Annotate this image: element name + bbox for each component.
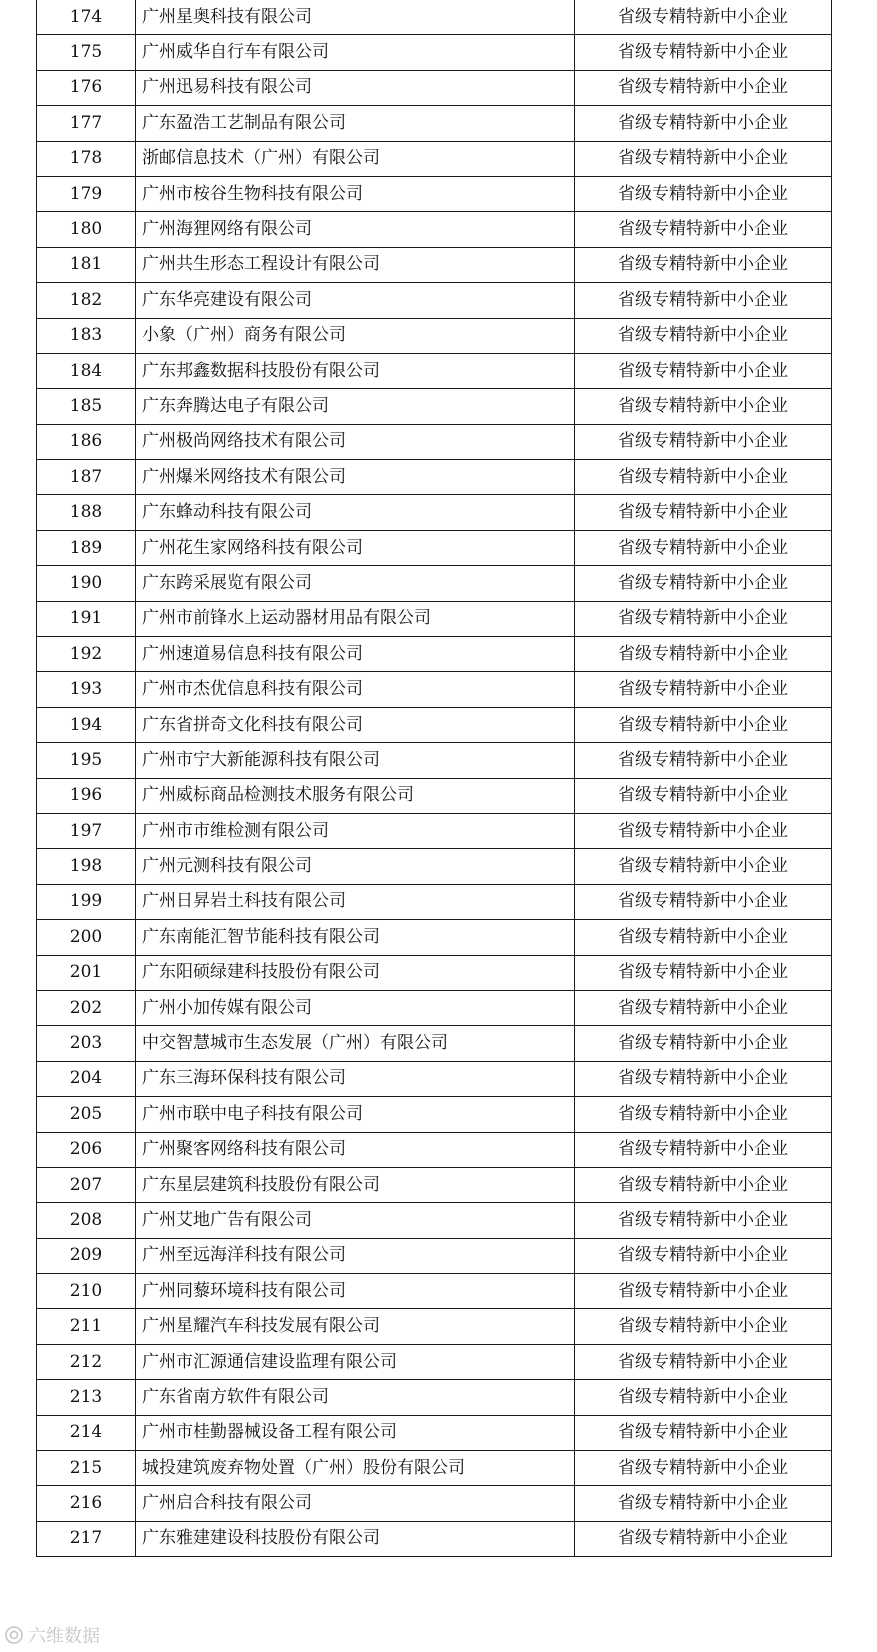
table-row (37, 70, 832, 105)
table-row (37, 778, 832, 813)
row-number: 185 (37, 389, 136, 424)
company-name: 广州市桂勤器械设备工程有限公司 (136, 1415, 575, 1450)
table-row (37, 1309, 832, 1344)
row-number: 181 (37, 247, 136, 282)
enterprise-category: 省级专精特新中小企业 (575, 247, 832, 282)
company-name: 广州速道易信息科技有限公司 (136, 637, 575, 672)
table-row (37, 1167, 832, 1202)
table-row (37, 530, 832, 565)
company-name: 广州爆米网络技术有限公司 (136, 460, 575, 495)
company-name: 广东蜂动科技有限公司 (136, 495, 575, 530)
enterprise-category: 省级专精特新中小企业 (575, 672, 832, 707)
company-name: 广州市宁大新能源科技有限公司 (136, 743, 575, 778)
company-name: 广州元测科技有限公司 (136, 849, 575, 884)
table-row (37, 283, 832, 318)
enterprise-category: 省级专精特新中小企业 (575, 35, 832, 70)
company-name: 广州星耀汽车科技发展有限公司 (136, 1309, 575, 1344)
enterprise-category: 省级专精特新中小企业 (575, 141, 832, 176)
enterprise-category: 省级专精特新中小企业 (575, 743, 832, 778)
company-name: 广州日昇岩土科技有限公司 (136, 884, 575, 919)
table-row (37, 1274, 832, 1309)
row-number: 203 (37, 1026, 136, 1061)
row-number: 189 (37, 530, 136, 565)
table-row (37, 1344, 832, 1379)
company-name: 广州威华自行车有限公司 (136, 35, 575, 70)
table-row (37, 813, 832, 848)
table-row (37, 318, 832, 353)
table-row (37, 601, 832, 636)
enterprise-category: 省级专精特新中小企业 (575, 1061, 832, 1096)
row-number: 214 (37, 1415, 136, 1450)
company-name: 广州海狸网络有限公司 (136, 212, 575, 247)
row-number: 196 (37, 778, 136, 813)
table-row (37, 955, 832, 990)
table-row (37, 990, 832, 1025)
row-number: 215 (37, 1451, 136, 1486)
table-row (37, 1380, 832, 1415)
company-name: 广州小加传媒有限公司 (136, 990, 575, 1025)
row-number: 179 (37, 176, 136, 211)
enterprise-category: 省级专精特新中小企业 (575, 353, 832, 388)
enterprise-category: 省级专精特新中小企业 (575, 1203, 832, 1238)
enterprise-category: 省级专精特新中小企业 (575, 813, 832, 848)
company-name: 广州同藜环境科技有限公司 (136, 1274, 575, 1309)
company-name: 广东雅建建设科技股份有限公司 (136, 1521, 575, 1556)
row-number: 208 (37, 1203, 136, 1238)
enterprise-category: 省级专精特新中小企业 (575, 460, 832, 495)
table-row (37, 1486, 832, 1521)
company-name: 小象（广州）商务有限公司 (136, 318, 575, 353)
table-row (37, 1521, 832, 1556)
row-number: 174 (37, 0, 136, 35)
enterprise-category: 省级专精特新中小企业 (575, 318, 832, 353)
company-name: 广东省南方软件有限公司 (136, 1380, 575, 1415)
company-name: 广州星奥科技有限公司 (136, 0, 575, 35)
company-name: 广州花生家网络科技有限公司 (136, 530, 575, 565)
table-row (37, 1238, 832, 1273)
enterprise-category: 省级专精特新中小企业 (575, 990, 832, 1025)
company-name: 广州极尚网络技术有限公司 (136, 424, 575, 459)
row-number: 197 (37, 813, 136, 848)
enterprise-category: 省级专精特新中小企业 (575, 1309, 832, 1344)
table-row (37, 1203, 832, 1238)
watermark-text: 六维数据 (28, 1626, 100, 1647)
company-name: 广东盈浩工艺制品有限公司 (136, 106, 575, 141)
enterprise-category: 省级专精特新中小企业 (575, 1521, 832, 1556)
row-number: 178 (37, 141, 136, 176)
enterprise-category: 省级专精特新中小企业 (575, 1132, 832, 1167)
enterprise-category: 省级专精特新中小企业 (575, 1238, 832, 1273)
table-row (37, 1061, 832, 1096)
company-name: 广州市市维检测有限公司 (136, 813, 575, 848)
row-number: 183 (37, 318, 136, 353)
table-row (37, 212, 832, 247)
row-number: 194 (37, 707, 136, 742)
enterprise-category: 省级专精特新中小企业 (575, 566, 832, 601)
row-number: 206 (37, 1132, 136, 1167)
company-name: 广东三海环保科技有限公司 (136, 1061, 575, 1096)
company-name: 广东南能汇智节能科技有限公司 (136, 920, 575, 955)
company-name: 广州市杰优信息科技有限公司 (136, 672, 575, 707)
company-name: 广东省拼奇文化科技有限公司 (136, 707, 575, 742)
company-name: 广东奔腾达电子有限公司 (136, 389, 575, 424)
table-row (37, 707, 832, 742)
company-name: 广东跨采展览有限公司 (136, 566, 575, 601)
enterprise-category: 省级专精特新中小企业 (575, 212, 832, 247)
row-number: 195 (37, 743, 136, 778)
row-number: 182 (37, 283, 136, 318)
row-number: 180 (37, 212, 136, 247)
enterprise-category: 省级专精特新中小企业 (575, 176, 832, 211)
table-row (37, 460, 832, 495)
table-row (37, 884, 832, 919)
company-name: 广东华亮建设有限公司 (136, 283, 575, 318)
table-row (37, 1026, 832, 1061)
row-number: 187 (37, 460, 136, 495)
company-name: 广州市联中电子科技有限公司 (136, 1097, 575, 1132)
row-number: 175 (37, 35, 136, 70)
row-number: 190 (37, 566, 136, 601)
row-number: 210 (37, 1274, 136, 1309)
table-row (37, 566, 832, 601)
row-number: 202 (37, 990, 136, 1025)
enterprise-category: 省级专精特新中小企业 (575, 0, 832, 35)
enterprise-category: 省级专精特新中小企业 (575, 849, 832, 884)
row-number: 216 (37, 1486, 136, 1521)
enterprise-category: 省级专精特新中小企业 (575, 1167, 832, 1202)
row-number: 212 (37, 1344, 136, 1379)
table-row (37, 0, 832, 35)
company-list-body (37, 0, 832, 1557)
table-row (37, 495, 832, 530)
company-name: 广州市汇源通信建设监理有限公司 (136, 1344, 575, 1379)
enterprise-category: 省级专精特新中小企业 (575, 495, 832, 530)
row-number: 209 (37, 1238, 136, 1273)
row-number: 177 (37, 106, 136, 141)
company-name: 广州聚客网络科技有限公司 (136, 1132, 575, 1167)
row-number: 186 (37, 424, 136, 459)
company-list-table (36, 0, 832, 1557)
enterprise-category: 省级专精特新中小企业 (575, 1026, 832, 1061)
company-name: 广州威标商品检测技术服务有限公司 (136, 778, 575, 813)
table-row (37, 920, 832, 955)
row-number: 192 (37, 637, 136, 672)
row-number: 191 (37, 601, 136, 636)
table-row (37, 106, 832, 141)
company-name: 广州市前锋水上运动器材用品有限公司 (136, 601, 575, 636)
company-name: 广州共生形态工程设计有限公司 (136, 247, 575, 282)
company-name: 广东阳硕绿建科技股份有限公司 (136, 955, 575, 990)
camera-lens-icon (4, 1625, 24, 1645)
table-row (37, 743, 832, 778)
row-number: 200 (37, 920, 136, 955)
enterprise-category: 省级专精特新中小企业 (575, 637, 832, 672)
row-number: 198 (37, 849, 136, 884)
enterprise-category: 省级专精特新中小企业 (575, 707, 832, 742)
row-number: 205 (37, 1097, 136, 1132)
table-row (37, 247, 832, 282)
enterprise-category: 省级专精特新中小企业 (575, 1274, 832, 1309)
company-name: 中交智慧城市生态发展（广州）有限公司 (136, 1026, 575, 1061)
watermark (4, 1622, 100, 1648)
company-list-sheet (36, 0, 832, 1557)
table-row (37, 1451, 832, 1486)
table-row (37, 353, 832, 388)
enterprise-category: 省级专精特新中小企业 (575, 1451, 832, 1486)
row-number: 217 (37, 1521, 136, 1556)
enterprise-category: 省级专精特新中小企业 (575, 106, 832, 141)
enterprise-category: 省级专精特新中小企业 (575, 1380, 832, 1415)
enterprise-category: 省级专精特新中小企业 (575, 778, 832, 813)
row-number: 211 (37, 1309, 136, 1344)
company-name: 广东星层建筑科技股份有限公司 (136, 1167, 575, 1202)
enterprise-category: 省级专精特新中小企业 (575, 530, 832, 565)
enterprise-category: 省级专精特新中小企业 (575, 955, 832, 990)
enterprise-category: 省级专精特新中小企业 (575, 70, 832, 105)
row-number: 199 (37, 884, 136, 919)
company-name: 浙邮信息技术（广州）有限公司 (136, 141, 575, 176)
table-row (37, 849, 832, 884)
enterprise-category: 省级专精特新中小企业 (575, 1415, 832, 1450)
enterprise-category: 省级专精特新中小企业 (575, 424, 832, 459)
table-row (37, 141, 832, 176)
row-number: 188 (37, 495, 136, 530)
table-row (37, 176, 832, 211)
table-row (37, 424, 832, 459)
table-row (37, 1097, 832, 1132)
company-name: 广州市桉谷生物科技有限公司 (136, 176, 575, 211)
company-name: 广州艾地广告有限公司 (136, 1203, 575, 1238)
company-name: 城投建筑废弃物处置（广州）股份有限公司 (136, 1451, 575, 1486)
enterprise-category: 省级专精特新中小企业 (575, 389, 832, 424)
row-number: 207 (37, 1167, 136, 1202)
company-name: 广州启合科技有限公司 (136, 1486, 575, 1521)
row-number: 176 (37, 70, 136, 105)
enterprise-category: 省级专精特新中小企业 (575, 920, 832, 955)
table-row (37, 389, 832, 424)
table-row (37, 672, 832, 707)
table-row (37, 1415, 832, 1450)
company-name: 广州迅易科技有限公司 (136, 70, 575, 105)
enterprise-category: 省级专精特新中小企业 (575, 1344, 832, 1379)
table-row (37, 637, 832, 672)
enterprise-category: 省级专精特新中小企业 (575, 1097, 832, 1132)
row-number: 204 (37, 1061, 136, 1096)
company-name: 广州至远海洋科技有限公司 (136, 1238, 575, 1273)
company-name: 广东邦鑫数据科技股份有限公司 (136, 353, 575, 388)
row-number: 201 (37, 955, 136, 990)
enterprise-category: 省级专精特新中小企业 (575, 1486, 832, 1521)
table-row (37, 1132, 832, 1167)
enterprise-category: 省级专精特新中小企业 (575, 283, 832, 318)
row-number: 193 (37, 672, 136, 707)
enterprise-category: 省级专精特新中小企业 (575, 884, 832, 919)
enterprise-category: 省级专精特新中小企业 (575, 601, 832, 636)
table-row (37, 35, 832, 70)
row-number: 213 (37, 1380, 136, 1415)
row-number: 184 (37, 353, 136, 388)
